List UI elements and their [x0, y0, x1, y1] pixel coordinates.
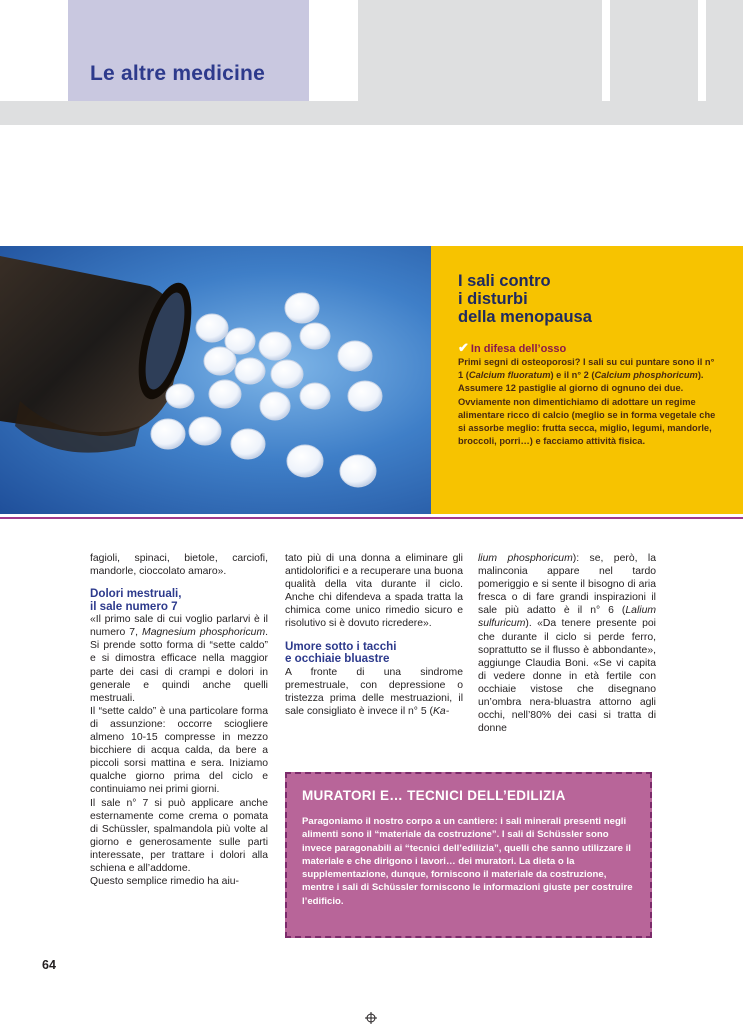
sidebar-text: Primi segni di osteoporosi? I sali su cui puntare sono il n° 1 (Calcium fluoratum) e il n° 2 (Calcium phosphoricum). Assumere 12 pastiglie al giorno di ognuno dei due. Ovviamente non dimentichiamo di adottare un regime alimentare ricco di calcio (meglio se in forma vegetale che si assorbe meglio: frutta secca, miglio, legumi, mandorle, broccoli, porri…) e facciamo attività fisica. — [458, 357, 716, 447]
paragraph: Il “sette caldo” è una particolare forma di assunzione: occorre sciogliere almeno 10-15 compresse in mezzo bicchiere di acqua calda, da bere a piccoli sorsi mattina e sera. Iniziamo qualche giorno prima del ciclo e continuiamo nei primi giorni. — [90, 705, 268, 796]
section-divider — [0, 517, 743, 519]
page-number: 64 — [42, 958, 56, 972]
registration-mark-icon — [365, 1012, 377, 1024]
callout-text: Paragoniamo il nostro corpo a un cantiere: i sali minerali presenti negli alimenti sono il “materiale da costruzione”. I sali di Schüssler sono invece paragonabili ai “tecnici dell’edilizia”, quelli che sanno utilizzare il materiale e che dirigono i lavori… dei muratori. La dieta o la supplementazione, dunque, forniscono il materiale da costruzione, mentre i sali di Schüssler forniscono le informazioni giuste per costruire l’edificio. — [302, 816, 633, 907]
article-column-2 — [285, 552, 463, 718]
pills-illustration — [0, 246, 431, 514]
subheading-umore: Umore sotto i tacchi e occhiaie bluastre — [285, 639, 397, 666]
pills-photo — [0, 246, 431, 514]
paragraph: «Il primo sale di cui voglio parlarvi è il numero 7, Magnesium phosphoricum. Si prende sotto forma di “sette caldo” e si dimostra efficace nella maggior parte dei casi di crampi e dolori in generale e quindi anche quelli mestruali. — [90, 614, 268, 704]
paragraph: A fronte di una sindrome premestruale, con depressione o tristezza prima delle mestruazioni, il sale consigliato è invece il n° 5 (Ka- — [285, 666, 463, 717]
paragraph: tato più di una donna a eliminare gli antidolorifici e a recuperare una buona qualità della vita durante il ciclo. Anche chi difendeva a spada tratta la chimica come unico rimedio sicuro e risolutivo si è dovuto ricredere». — [285, 553, 463, 630]
article-column-3 — [478, 552, 656, 735]
article-column-1 — [90, 552, 268, 888]
sidebar-title: I sali contro i disturbi della menopausa — [458, 272, 592, 326]
paragraph: fagioli, spinaci, bietole, carciofi, mandorle, cioccolato amaro». — [90, 553, 268, 578]
check-icon: ✔ — [458, 340, 469, 355]
subheading-dolori-mestruali: Dolori mestruali, il sale numero 7 — [90, 587, 182, 613]
header-gray-band — [0, 101, 743, 125]
header-block-1 — [358, 0, 602, 101]
section-title: Le altre medicine — [90, 62, 265, 85]
callout-title: MURATORI E… TECNICI DELL’EDILIZIA — [302, 788, 566, 803]
header-block-2 — [610, 0, 698, 101]
paragraph: Questo semplice rimedio ha aiu- — [90, 876, 240, 888]
paragraph: lium phosphoricum): se, però, la malinconia appare nel tardo pomeriggio e si sente il bisogno di aria fresca o di fare grandi inspirazioni il sale più adatto è il n° 6 (Lalium sulfuricum). «Da tenere presente poi che durante il ciclo si perde ferro, soprattutto se il flusso è abbondante», aggiunge Claudia Boni. «Se vi capita di vedere donne in età fertile con occhiaie vistose che disegnano un’ombra nera-bluastra attorno agli occhi, nell’80% dei casi si tratta di donne — [478, 553, 656, 735]
header-block-3 — [706, 0, 743, 101]
sidebar-subtitle: ✔ In difesa dell’osso — [458, 340, 567, 355]
paragraph: Il sale n° 7 si può applicare anche esternamente come crema o pomata di Schüssler, spalmandola più volte al giorno e generosamente sulle parti interessate, per trattare i dolori alla schiena e all’addome. — [90, 797, 268, 874]
